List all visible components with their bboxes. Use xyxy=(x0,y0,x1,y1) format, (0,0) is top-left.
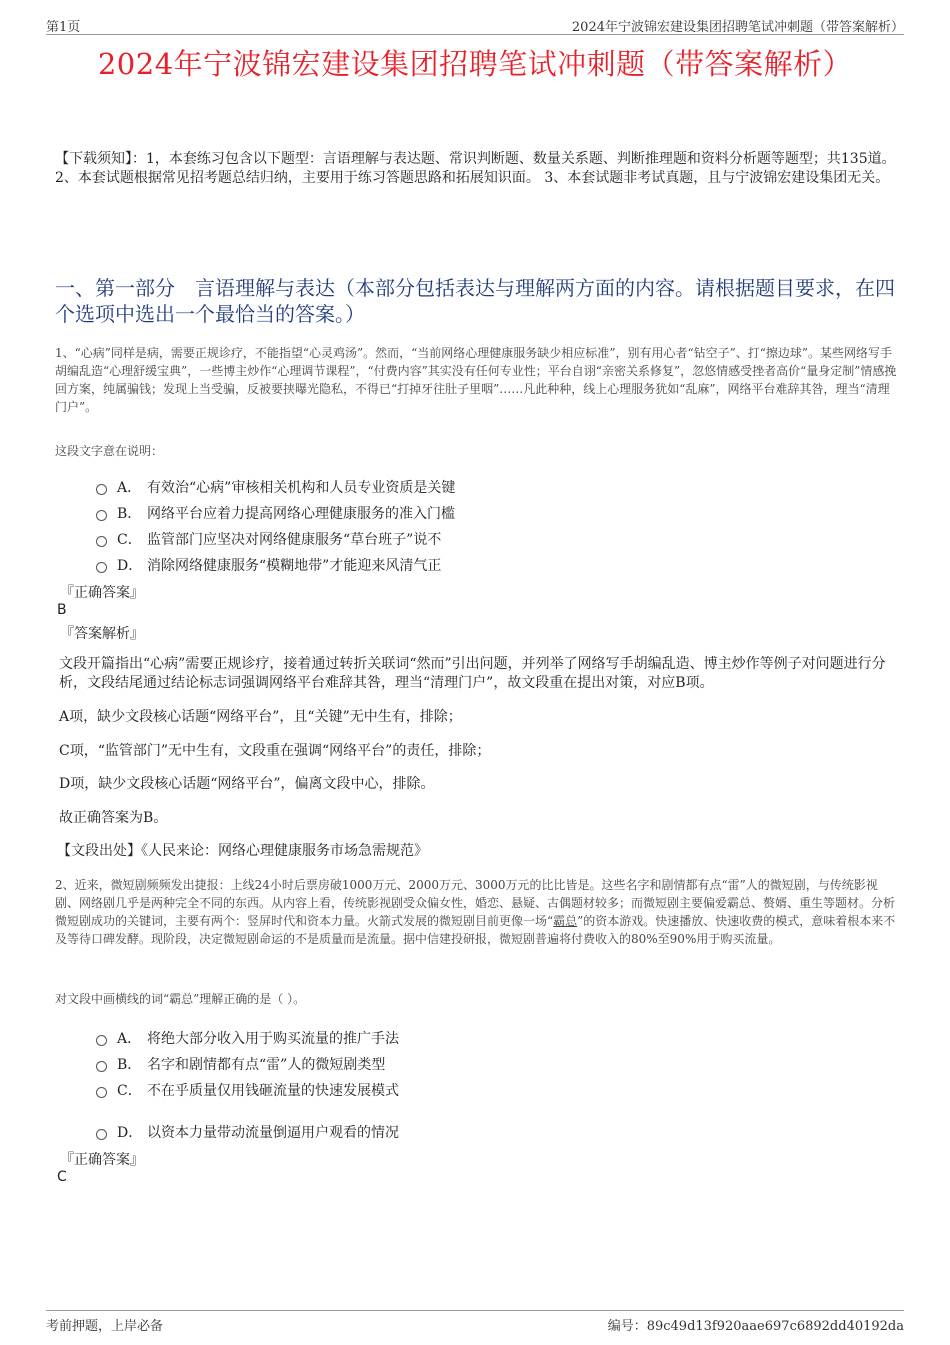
page-number: 第1页 xyxy=(46,20,81,35)
section-heading: 一、第一部分 言语理解与表达（本部分包括表达与理解两方面的内容。请根据题目要求，在四个选项中选出一个最恰当的答案。） xyxy=(55,276,895,326)
question-1-prompt: 这段文字意在说明： xyxy=(55,444,164,458)
question-2-text: 2、近来，微短剧频频发出捷报：上线24小时后票房破1000万元、2000万元、3000万元的比比皆是。这些名字和剧情都有点“雷”人的微短剧，与传统影视剧、网络剧几乎是两种完全不同的东西。从内容上看，传统影视剧受众偏女性，婚恋、悬疑、古偶题材较多；而微短剧主要偏爱霸总、赘婿、重生等题材。分析微短剧成功的关键词，主要有两个：竖屏时代和资本力量。火箭式发展的微短剧目前更像一场“霸总”的资本游戏。快速播放、快速收费的模式，意味着根本来不及等待口碑发酵。现阶段，决定微短剧命运的不是质量而是流量。据中信建投研报，微短剧普遍将付费收入的80%至90%用于购买流量。 xyxy=(55,878,896,946)
question-1-text: 1、“心病”同样是病，需要正规诊疗，不能指望“心灵鸡汤”。然而，“当前网络心理健康服务缺少相应标准”，别有用心者“钻空子”、打“擦边球”。某些网络写手胡编乱造“心理舒缓宝典”，一些博主炒作“心理调节课程”，“付费内容”其实没有任何专业性；平台自诩“亲密关系修复”，忽悠情感受挫者高价“量身定制”情感挽回方案，纯属骗钱；发现上当受骗，反被要挟曝光隐私，不得已“打掉牙往肚子里咽”……凡此种种，线上心理服务犹如“乱麻”，网络平台难辞其咎，理当“清理门户”。 xyxy=(55,346,897,414)
radio-icon[interactable] xyxy=(96,1129,107,1140)
radio-icon[interactable] xyxy=(96,1035,107,1046)
analysis-paragraph: A项，缺少文段核心话题“网络平台”，且“关键”无中生有，排除； xyxy=(59,709,462,725)
question-1-answer-label: 『正确答案』 xyxy=(60,585,144,601)
radio-icon[interactable] xyxy=(96,536,107,547)
question-2-option-b[interactable]: B． 名字和剧情都有点“雷”人的微短剧类型 xyxy=(96,1054,385,1074)
question-2-option-a[interactable]: A． 将绝大部分收入用于购买流量的推广手法 xyxy=(96,1028,399,1048)
radio-icon[interactable] xyxy=(96,484,107,495)
radio-icon[interactable] xyxy=(96,1061,107,1072)
radio-icon[interactable] xyxy=(96,1087,107,1098)
question-1-answer: B xyxy=(57,602,67,618)
footer-serial: 编号：89c49d13f920aae697c6892dd40192da xyxy=(607,1319,904,1334)
page-footer xyxy=(46,1310,904,1333)
analysis-paragraph: D项，缺少文段核心话题“网络平台”，偏离文段中心，排除。 xyxy=(59,776,435,792)
question-1-option-d[interactable]: D． 消除网络健康服务“模糊地带”才能迎来风清气正 xyxy=(96,555,441,575)
analysis-paragraph: C项，“监管部门”无中生有，文段重在强调“网络平台”的责任，排除； xyxy=(59,743,491,759)
underlined-term: 霸总 xyxy=(553,914,578,928)
question-2-answer: C xyxy=(57,1169,67,1185)
question-1-analysis-label: 『答案解析』 xyxy=(60,626,144,642)
question-2-prompt: 对文段中画横线的词“霸总”理解正确的是（ ）。 xyxy=(55,992,306,1006)
footer-slogan: 考前押题，上岸必备 xyxy=(46,1319,164,1334)
header-doc-title: 2024年宁波锦宏建设集团招聘笔试冲刺题（带答案解析） xyxy=(571,20,904,35)
analysis-paragraph: 故正确答案为B。 xyxy=(59,810,168,826)
download-notice: 【下载须知】：1，本套练习包含以下题型：言语理解与表达题、常识判断题、数量关系题、判断推理题和资料分析题等题型；共135道。 2、本套试题根据常见招考题总结归纳，主要用于练习答题思路和拓展知识面。 3、本套试题非考试真题，且与宁波锦宏建设集团无关。 xyxy=(55,151,896,186)
question-1-option-b[interactable]: B． 网络平台应着力提高网络心理健康服务的准入门槛 xyxy=(96,503,455,523)
question-2-option-c[interactable]: C． 不在乎质量仅用钱砸流量的快速发展模式 xyxy=(96,1080,399,1100)
radio-icon[interactable] xyxy=(96,562,107,573)
question-1-option-a[interactable]: A． 有效治“心病”审核相关机构和人员专业资质是关键 xyxy=(96,477,455,497)
page-header xyxy=(46,14,904,35)
source-citation: 【文段出处】《人民来论：网络心理健康服务市场急需规范》 xyxy=(57,843,428,859)
document-title: 2024年宁波锦宏建设集团招聘笔试冲刺题（带答案解析） xyxy=(97,47,853,81)
question-1-option-c[interactable]: C． 监管部门应坚决对网络健康服务“草台班子”说不 xyxy=(96,529,441,549)
analysis-paragraph: 文段开篇指出“心病”需要正规诊疗，接着通过转折关联词“然而”引出问题，并列举了网络写手胡编乱造、博主炒作等例子对问题进行分析，文段结尾通过结论标志词强调网络平台难辞其咎，理当“清理门户”，故文段重在提出对策，对应B项。 xyxy=(59,656,886,691)
question-2-option-d[interactable]: D． 以资本力量带动流量倒逼用户观看的情况 xyxy=(96,1122,399,1142)
question-2-answer-label: 『正确答案』 xyxy=(60,1152,144,1168)
radio-icon[interactable] xyxy=(96,510,107,521)
